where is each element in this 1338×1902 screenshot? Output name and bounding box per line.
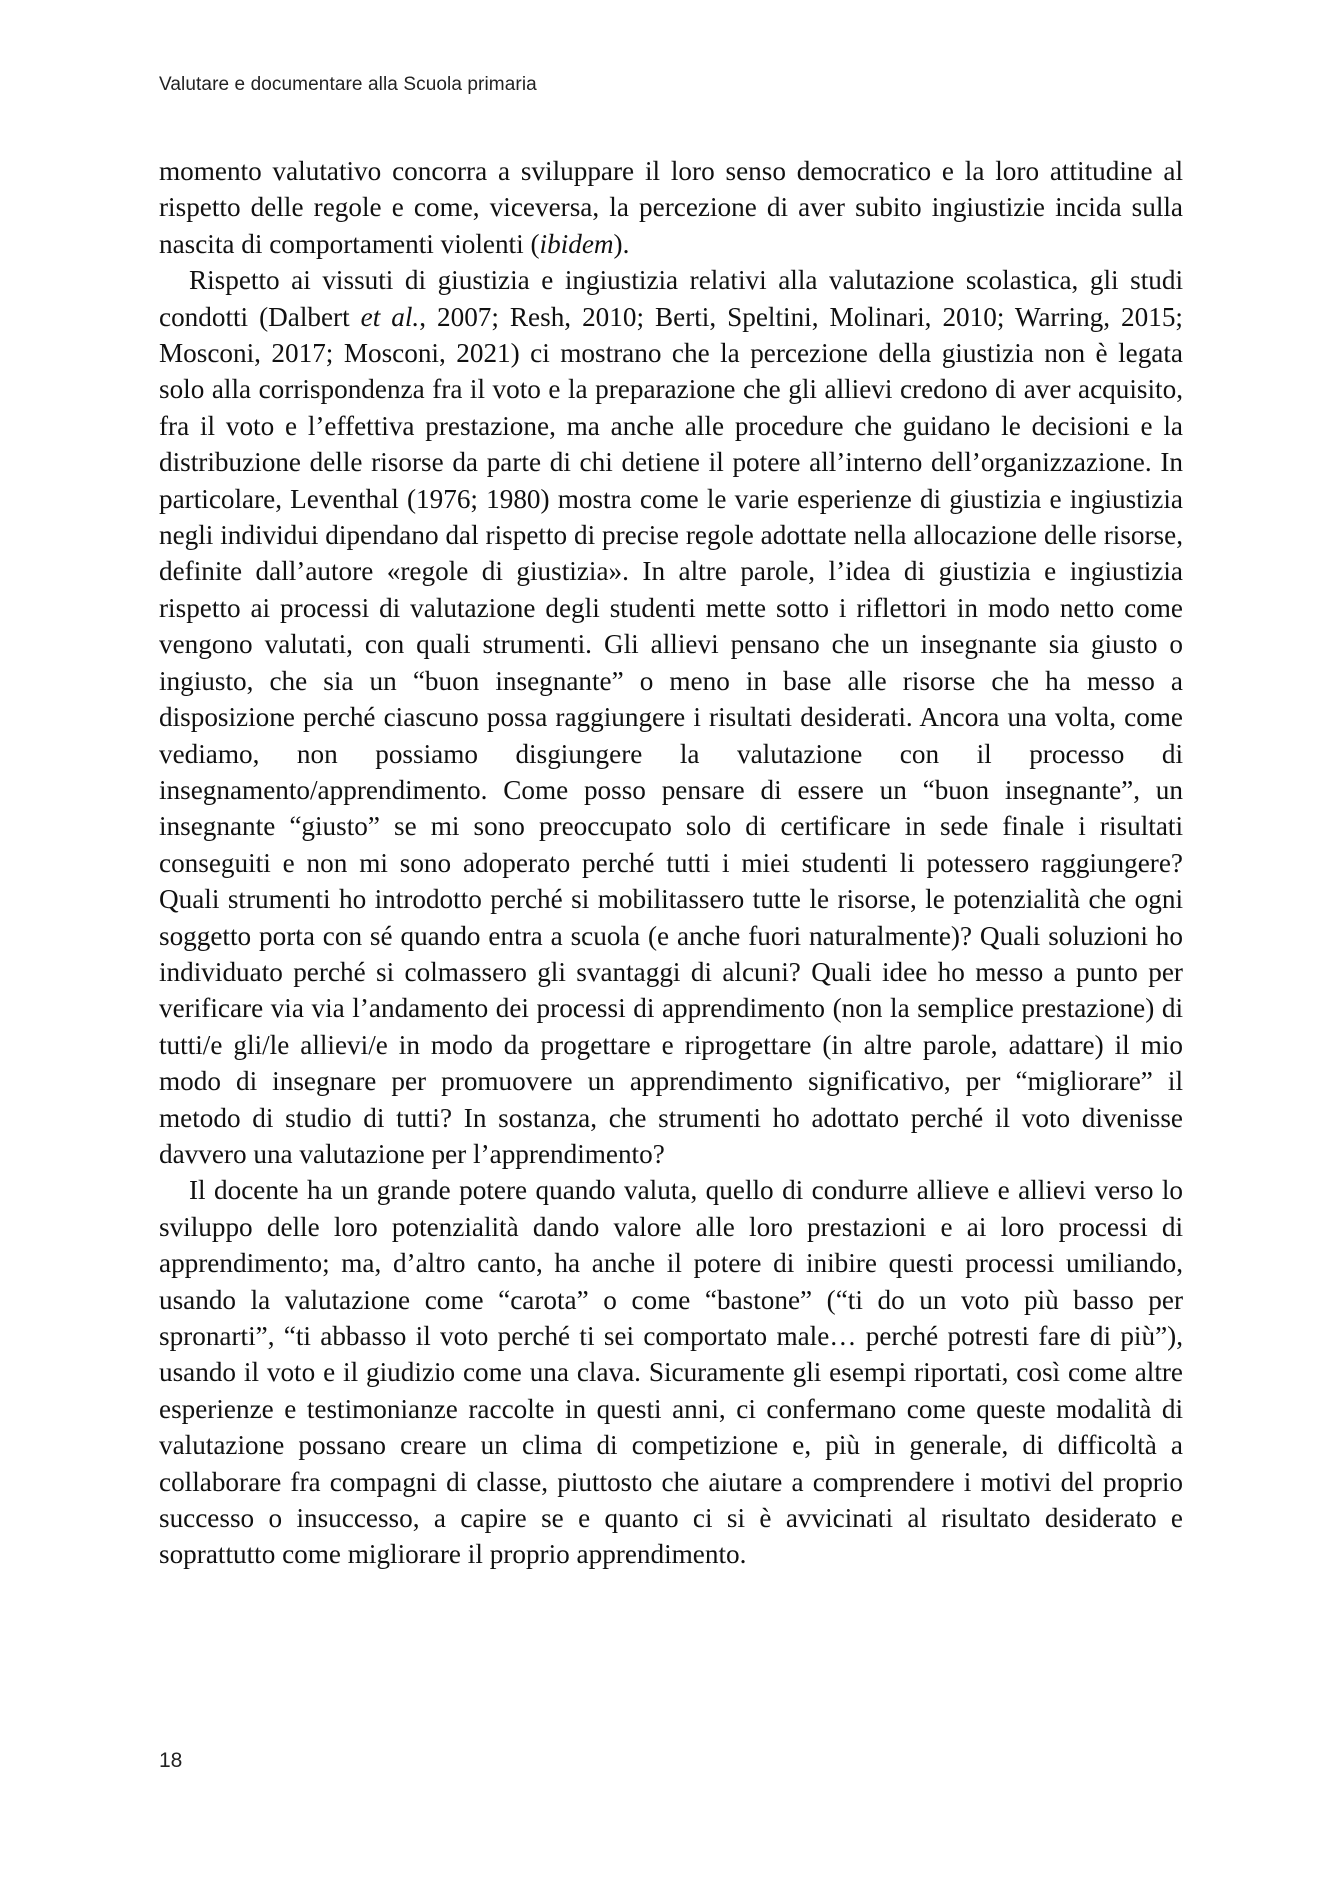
paragraph-teacher-power: Il docente ha un grande potere quando valuta, quello di condurre allieve e allievi verso lo sviluppo delle loro potenzialità dando valore alle loro prestazioni e ai loro processi di apprendimento; ma, d’altro canto, ha anche il potere di inibire questi processi umiliando, usando la valutazione come “carota” o come “bastone” (“ti do un voto più basso per spronarti”, “ti abbasso il voto perché ti sei comportato male… perché potresti fare di più”), usando il voto e il giudizio come una clava. Sicuramente gli esempi riportati, così come altre esperienze e testimonianze raccolte in questi anni, ci confermano come queste modalità di valutazione possano creare un clima di competizione e, più in generale, di difficoltà a collaborare fra compagni di classe, piuttosto che aiutare a comprendere i motivi del proprio successo o insuccesso, a capire se e quanto ci si è avvicinati al risultato desiderato e soprattutto come migliorare il proprio apprendimento. <box>159 1175 1183 1570</box>
running-header: Valutare e documentare alla Scuola primaria <box>159 74 537 95</box>
citation-italic: ibidem <box>539 228 614 259</box>
paragraph-justice-perception <box>159 262 1183 1172</box>
body-text <box>159 153 1183 1573</box>
citation-italic: et al. <box>360 301 420 332</box>
page-number: 18 <box>159 1749 183 1772</box>
paragraph-text: Rispetto ai vissuti di giustizia e ingiustizia relativi alla valutazione scolastica, gli studi condotti (Dalbert <box>159 265 1183 332</box>
paragraph-text: ). <box>613 228 630 259</box>
paragraph-text: , 2007; Resh, 2010; Berti, Speltini, Molinari, 2010; Warring, 2015; Mosconi, 2017; Mosconi, 2021) ci mostrano che la percezione della giustizia non è legata solo alla corrispondenza fra il voto e la preparazione che gli allievi credono di aver acquisito, fra il voto e l’effettiva prestazione, ma anche alle procedure che guidano le decisioni e la distribuzione delle risorse da parte di chi detiene il potere all’interno dell’organizzazione. In particolare, Leventhal (1976; 1980) mostra come le varie esperienze di giustizia e ingiustizia negli individui dipendano dal rispetto di precise regole adottate nella allocazione delle risorse, definite dall’autore «regole di giustizia». In altre parole, l’idea di giustizia e ingiustizia rispetto ai processi di valutazione degli studenti mette sotto i riflettori in modo netto come vengono valutati, con quali strumenti. Gli allievi pensano che un insegnante sia giusto o ingiusto, che sia un “buon insegnante” o meno in base alle risorse che ha messo a disposizione perché ciascuno possa raggiungere i risultati desiderati. Ancora una volta, come vediamo, non possiamo disgiungere la valutazione con il processo di insegnamento/apprendimento. Come posso pensare di essere un “buon insegnante”, un insegnante “giusto” se mi sono preoccupato solo di certificare in sede finale i risultati conseguiti e non mi sono adoperato perché tutti i miei studenti li potessero raggiungere? Quali strumenti ho introdotto perché si mobilitassero tutte le risorse, le potenzialità che ogni soggetto porta con sé quando entra a scuola (e anche fuori naturalmente)? Quali soluzioni ho individuato perché si colmassero gli svantaggi di alcuni? Quali idee ho messo a punto per verificare via via l’andamento dei processi di apprendimento (non la semplice prestazione) di tutti/e gli/le allievi/e in modo da progettare e riprogettare (in altre parole, adattare) il mio modo di insegnare per promuovere un apprendimento significativo, per “migliorare” il metodo di studio di tutti? In sostanza, che strumenti ho adottato perché il voto divenisse davvero una valutazione per l’apprendimento? <box>159 301 1183 1169</box>
paragraph-continuation <box>159 153 1183 262</box>
paragraph-text: momento valutativo concorra a sviluppare il loro senso democratico e la loro attitudine al rispetto delle regole e come, viceversa, la percezione di aver subito ingiustizie incida sulla nascita di comportamenti violenti ( <box>159 156 1183 259</box>
